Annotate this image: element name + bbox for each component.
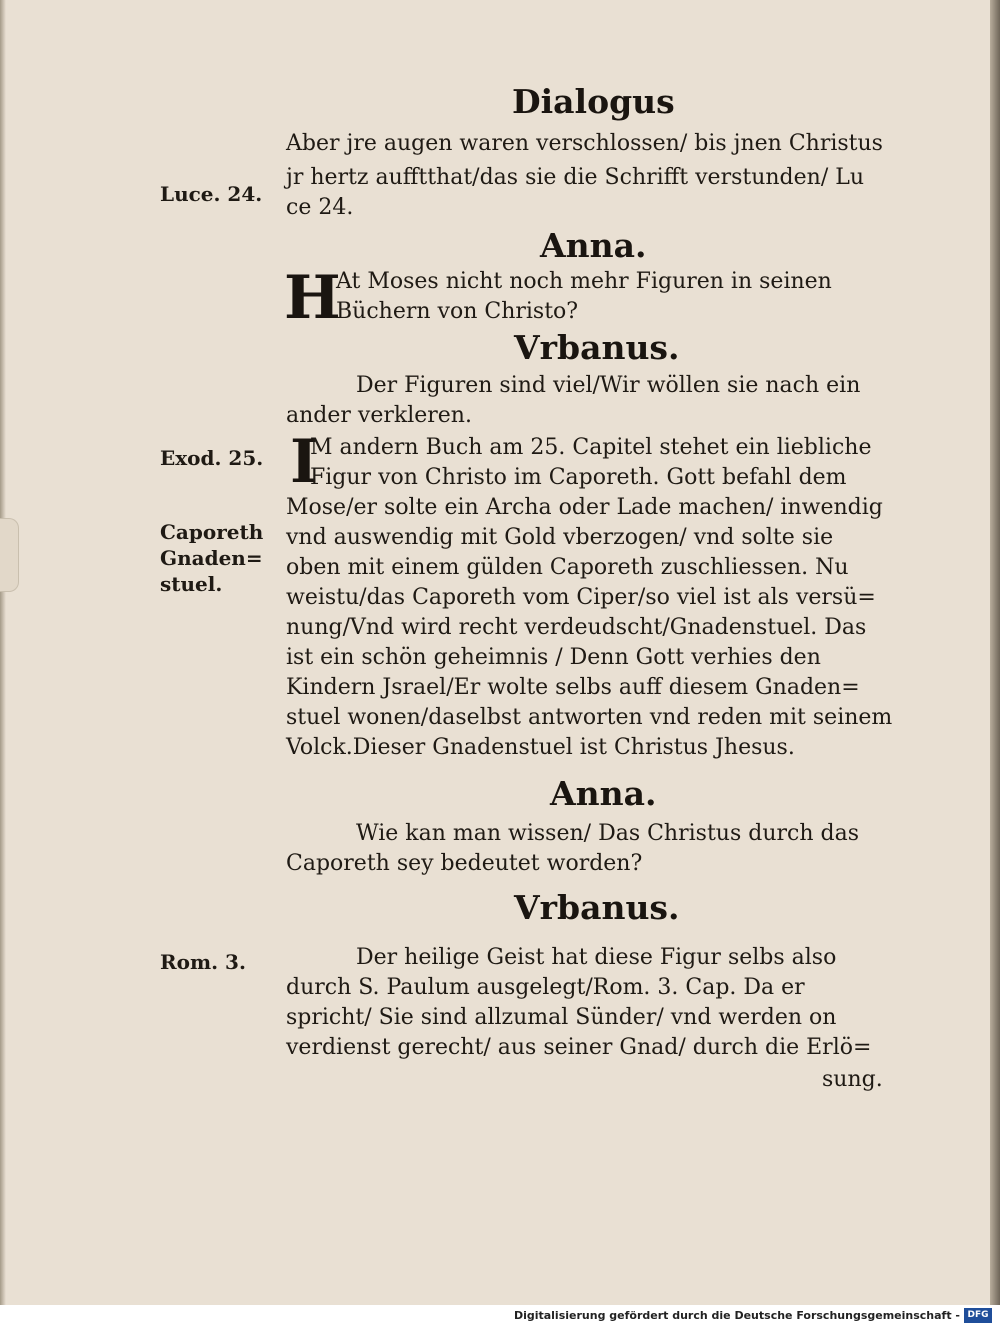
margin-note-stuel: stuel. — [160, 572, 223, 596]
text-line: vnd auswendig mit Gold vberzogen/ vnd solte sie — [286, 525, 834, 550]
text-line: ander verkleren. — [286, 403, 472, 428]
text-line: ce 24. — [286, 195, 354, 220]
drop-initial: I — [290, 427, 319, 497]
text-line: Wie kan man wissen/ Das Christus durch das — [356, 821, 859, 846]
drop-initial: H — [284, 263, 341, 333]
speaker-heading-urbanus: Vrbanus. — [514, 888, 680, 927]
page-edge-shadow — [990, 0, 1000, 1305]
text-line: oben mit einem gülden Caporeth zuschliessen. Nu — [286, 555, 849, 580]
footer-credit: Digitalisierung gefördert durch die Deutsche Forschungsgemeinschaft - — [513, 1309, 960, 1322]
text-line: Volck.Dieser Gnadenstuel ist Christus Jhesus. — [286, 735, 795, 760]
catchword: sung. — [822, 1067, 883, 1092]
text-line: Büchern von Christo? — [336, 299, 579, 324]
text-line: nung/Vnd wird recht verdeudscht/Gnadenstuel. Das — [286, 615, 867, 640]
margin-note-rom: Rom. 3. — [160, 950, 246, 974]
text-line: durch S. Paulum ausgelegt/Rom. 3. Cap. Da er — [286, 975, 805, 1000]
margin-note-gnaden: Gnaden= — [160, 546, 263, 570]
page-gutter-shadow — [0, 0, 6, 1305]
dfg-logo: DFG — [964, 1308, 992, 1323]
text-line: At Moses nicht noch mehr Figuren in seinen — [336, 269, 832, 294]
page-tab — [0, 518, 19, 592]
text-line: jr hertz aufftthat/das sie die Schrifft verstunden/ Lu — [286, 165, 865, 190]
running-head: Dialogus — [512, 82, 675, 121]
text-line: spricht/ Sie sind allzumal Sünder/ vnd werden on — [286, 1005, 837, 1030]
margin-note-exod: Exod. 25. — [160, 446, 264, 470]
text-line: Mose/er solte ein Archa oder Lade machen/ inwendig — [286, 495, 883, 520]
text-line: M andern Buch am 25. Capitel stehet ein liebliche — [310, 435, 872, 460]
speaker-heading-anna: Anna. — [550, 774, 657, 813]
text-line: Aber jre augen waren verschlossen/ bis jnen Christus — [286, 131, 883, 156]
text-line: Caporeth sey bedeutet worden? — [286, 851, 643, 876]
footer-bar — [0, 1305, 1000, 1327]
margin-note-luce: Luce. 24. — [160, 182, 263, 206]
text-line: weistu/das Caporeth vom Ciper/so viel ist als versü= — [286, 585, 876, 610]
text-line: Der Figuren sind viel/Wir wöllen sie nach ein — [356, 373, 861, 398]
text-line: stuel wonen/daselbst antworten vnd reden mit seinem — [286, 705, 893, 730]
text-line: Kindern Jsrael/Er wolte selbs auff diesem Gnaden= — [286, 675, 860, 700]
text-line: ist ein schön geheimnis / Denn Gott verhies den — [286, 645, 821, 670]
speaker-heading-anna: Anna. — [540, 226, 647, 265]
text-line: verdienst gerecht/ aus seiner Gnad/ durch die Erlö= — [286, 1035, 872, 1060]
text-line: Figur von Christo im Caporeth. Gott befahl dem — [310, 465, 847, 490]
text-line: Der heilige Geist hat diese Figur selbs also — [356, 945, 837, 970]
speaker-heading-urbanus: Vrbanus. — [514, 328, 680, 367]
margin-note-caporeth: Caporeth — [160, 520, 264, 544]
